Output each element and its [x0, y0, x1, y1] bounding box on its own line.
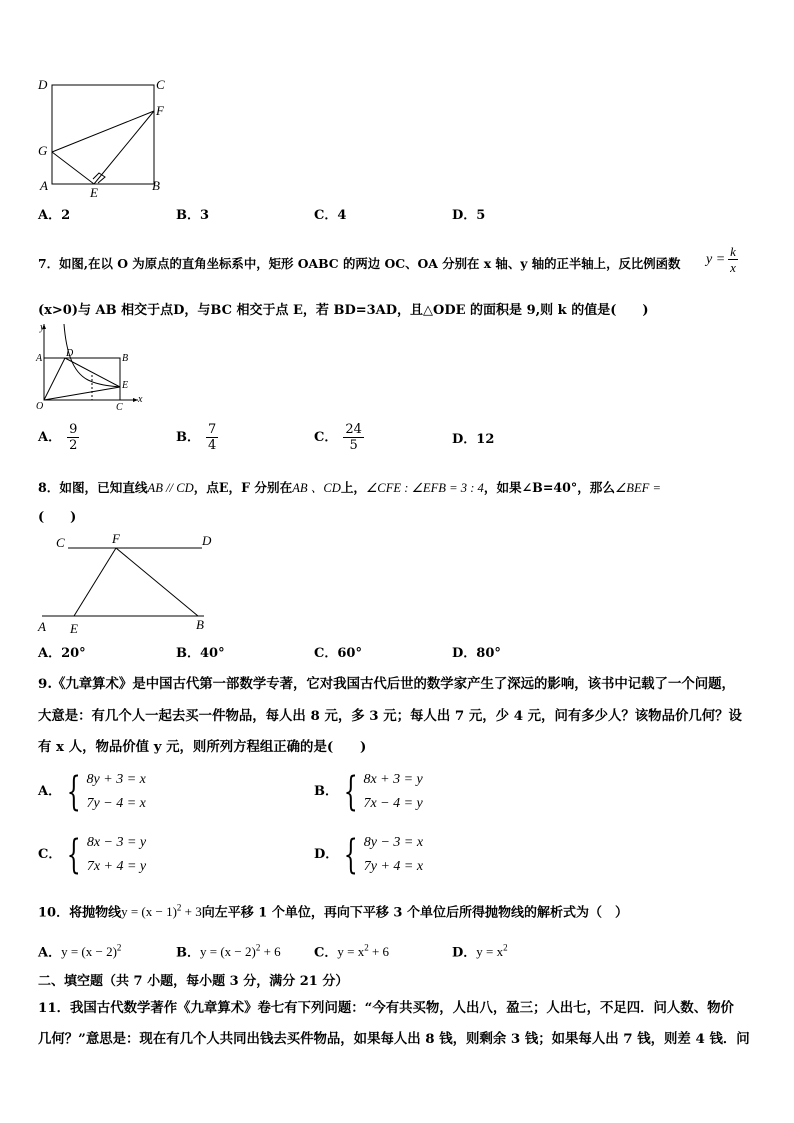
q7-label-C: C — [116, 402, 123, 412]
q7-option-d-value: 12 — [476, 432, 495, 447]
q7-option-d-letter: D． — [452, 432, 477, 447]
q10-stem — [38, 898, 628, 923]
q7-option-c-num: 24 — [345, 422, 362, 437]
q7-option-c — [314, 422, 364, 453]
q9-option-c-eq2: 7x + 4 = y — [86, 859, 147, 874]
q7-function-lhs: y = — [706, 251, 726, 267]
q10-stem-prefix: 10．将抛物线 — [38, 905, 122, 921]
q6-label-B: B — [152, 178, 160, 193]
q9-option-a: A． { 8y + 3 = x 7y − 4 = x — [38, 769, 146, 815]
q9-stem-line3: 有 x 人，物品价值 y 元，则所列方程组正确的是( ) — [38, 739, 367, 755]
q7-function — [706, 244, 738, 275]
q7-label-E: E — [122, 380, 129, 391]
q8-label-E: E — [70, 621, 78, 636]
q8-label-D: D — [202, 533, 212, 548]
q7-stem-line2: (x>0)与 AB 相交于点D，与BC 相交于点 E，若 BD=3AD，且△ODE 的面积是 9,则 k 的值是( ) — [38, 303, 649, 318]
q8-stem-part-d: ，如果∠B=40°，那么 — [483, 480, 615, 495]
q7-label-B: B — [122, 353, 129, 364]
q9-option-c: C． { 8x − 3 = y 7x + 4 = y — [38, 832, 147, 878]
q10-option-b-expr: y = (x − 2) — [200, 944, 256, 960]
q6-label-G: G — [38, 143, 48, 158]
q8-option-c: C．60° — [314, 646, 362, 661]
q9-option-d-eq2: 7y + 4 = x — [363, 859, 424, 874]
q8-stem-part-c: 上， — [340, 480, 367, 495]
q8-stem-ab-cd-2: AB 、CD — [292, 481, 341, 495]
q10-function-base: y = (x − 1) — [121, 904, 177, 920]
q7-label-x: x — [138, 394, 143, 405]
q6-label-E: E — [90, 185, 98, 200]
q7-option-b-num: 7 — [208, 422, 217, 437]
q7-option-a-num: 9 — [69, 422, 78, 437]
q7-option-b-letter: B． — [176, 429, 200, 445]
q9-stem-line1: 9.《九章算术》是中国古代第一部数学专著，它对我国古代后世的数学家产生了深远的影响，该书中记载了一个问题， — [38, 676, 735, 692]
q10-option-a — [38, 938, 121, 963]
q7-option-b — [176, 422, 218, 453]
q10-option-a-letter: A． — [38, 945, 62, 961]
q8-label-A: A — [38, 619, 46, 634]
q10-option-c-tail: + 6 — [368, 944, 390, 960]
q8-stem-ratio: ∠CFE : ∠EFB = 3 : 4 — [366, 481, 484, 495]
q7-function-num: k — [730, 244, 736, 259]
q7-stem-line1: 7．如图,在以 O 为原点的直角坐标系中，矩形 OABC 的两边 OC、OA 分别在 x 轴、y 轴的正半轴上，反比例函数 — [38, 256, 681, 271]
q7-function-den: x — [730, 260, 736, 275]
q10-option-c-sup: 2 — [364, 943, 369, 953]
q8-figure — [34, 530, 220, 638]
q7-option-a-den: 2 — [69, 438, 78, 453]
q6-label-C: C — [156, 77, 165, 92]
q10-option-b — [176, 938, 281, 963]
q6-label-A: A — [40, 178, 48, 193]
q8-option-a: A．20° — [38, 646, 86, 661]
q10-option-b-tail: + 6 — [260, 944, 281, 960]
q10-option-d-sup: 2 — [503, 943, 508, 953]
q8-label-F: F — [112, 531, 120, 546]
q10-option-d-letter: D． — [452, 945, 477, 961]
q8-stem-ab-cd: AB // CD — [147, 481, 194, 495]
q7-option-d — [452, 430, 494, 450]
q8-stem-line1 — [38, 478, 661, 498]
q9-option-d-letter: D． — [314, 847, 339, 862]
q7-option-b-den: 4 — [208, 438, 217, 453]
q7-label-O: O — [36, 401, 44, 412]
q7-option-a-letter: A． — [38, 429, 62, 445]
q6-label-D: D — [38, 77, 48, 92]
q10-option-d-expr: y = x — [476, 944, 504, 960]
q8-label-B: B — [196, 617, 204, 632]
q10-option-c-expr: y = x — [337, 944, 365, 960]
q8-stem-line2: ( ) — [38, 510, 77, 525]
q6-option-d: D．5 — [452, 208, 486, 223]
q8-option-d: D．80° — [452, 646, 501, 661]
q9-option-b-letter: B． — [314, 784, 338, 799]
q8-stem-bef: ∠BEF = — [614, 481, 661, 495]
q10-option-a-sup: 2 — [116, 943, 122, 953]
q11-stem-line1: 11．我国古代数学著作《九章算术》卷七有下列问题：“今有共买物，人出八，盈三；人出七，不足四．问人数、物价 — [38, 1000, 734, 1016]
q10-option-d — [452, 938, 508, 963]
q6-option-b: B．3 — [176, 208, 210, 223]
q8-label-C: C — [56, 535, 65, 550]
q9-option-a-eq2: 7y − 4 = x — [86, 796, 146, 811]
q11-stem-line2: 几何？”意思是：现在有几个人共同出钱去买件物品，如果每人出 8 钱，则剩余 3 钱；如果每人出 7 钱，则差 4 钱．问 — [38, 1031, 750, 1047]
q9-option-b-eq2: 7x − 4 = y — [363, 796, 423, 811]
q9-stem-line2: 大意是：有几个人一起去买一件物品，每人出 8 元，多 3 元；每人出 7 元，少 4 元，问有多少人？该物品价几何？设 — [38, 708, 742, 724]
q9-option-d-eq1: 8y − 3 = x — [363, 835, 424, 850]
section-heading: 二、填空题（共 7 小题，每小题 3 分，满分 21 分） — [38, 974, 349, 989]
q7-label-A: A — [36, 353, 43, 364]
q6-label-F: F — [156, 103, 164, 118]
q9-option-b: B． { 8x + 3 = y 7x − 4 = y — [314, 769, 423, 815]
q10-option-a-expr: y = (x − 2) — [61, 944, 117, 960]
q10-stem-suffix: 向左平移 1 个单位，再向下平移 3 个单位后所得抛物线的解析式为（ ） — [201, 905, 628, 921]
q8-option-b: B．40° — [176, 646, 225, 661]
q8-stem-part-b: ，点E，F 分别在 — [193, 480, 293, 495]
q9-option-c-letter: C． — [38, 847, 62, 862]
q10-stem-function: $y = (x - 1)^2 + 3$ — [121, 903, 202, 920]
q6-option-a: A．2 — [38, 208, 71, 223]
q9-option-b-eq1: 8x + 3 = y — [363, 772, 423, 787]
q7-figure — [34, 320, 144, 412]
q7-option-a — [38, 422, 79, 453]
q10-option-b-letter: B． — [176, 945, 200, 961]
q10-option-c — [314, 938, 389, 963]
q9-option-d: D． { 8y − 3 = x 7y + 4 = x — [314, 832, 424, 878]
q9-option-a-eq1: 8y + 3 = x — [86, 772, 146, 787]
q10-option-c-letter: C． — [314, 945, 338, 961]
q7-option-c-letter: C． — [314, 429, 338, 445]
q7-option-c-den: 5 — [349, 438, 358, 453]
q6-figure — [36, 76, 176, 200]
q9-option-a-letter: A． — [38, 784, 62, 799]
q8-stem-part-a: 8．如图，已知直线 — [38, 480, 148, 495]
q10-option-b-sup: 2 — [255, 943, 261, 953]
q6-option-c: C．4 — [314, 208, 347, 223]
q9-option-c-eq1: 8x − 3 = y — [86, 835, 147, 850]
q10-function-tail: + 3 — [181, 904, 202, 920]
q7-label-y: y — [40, 322, 45, 333]
q7-label-D: D — [66, 348, 74, 359]
